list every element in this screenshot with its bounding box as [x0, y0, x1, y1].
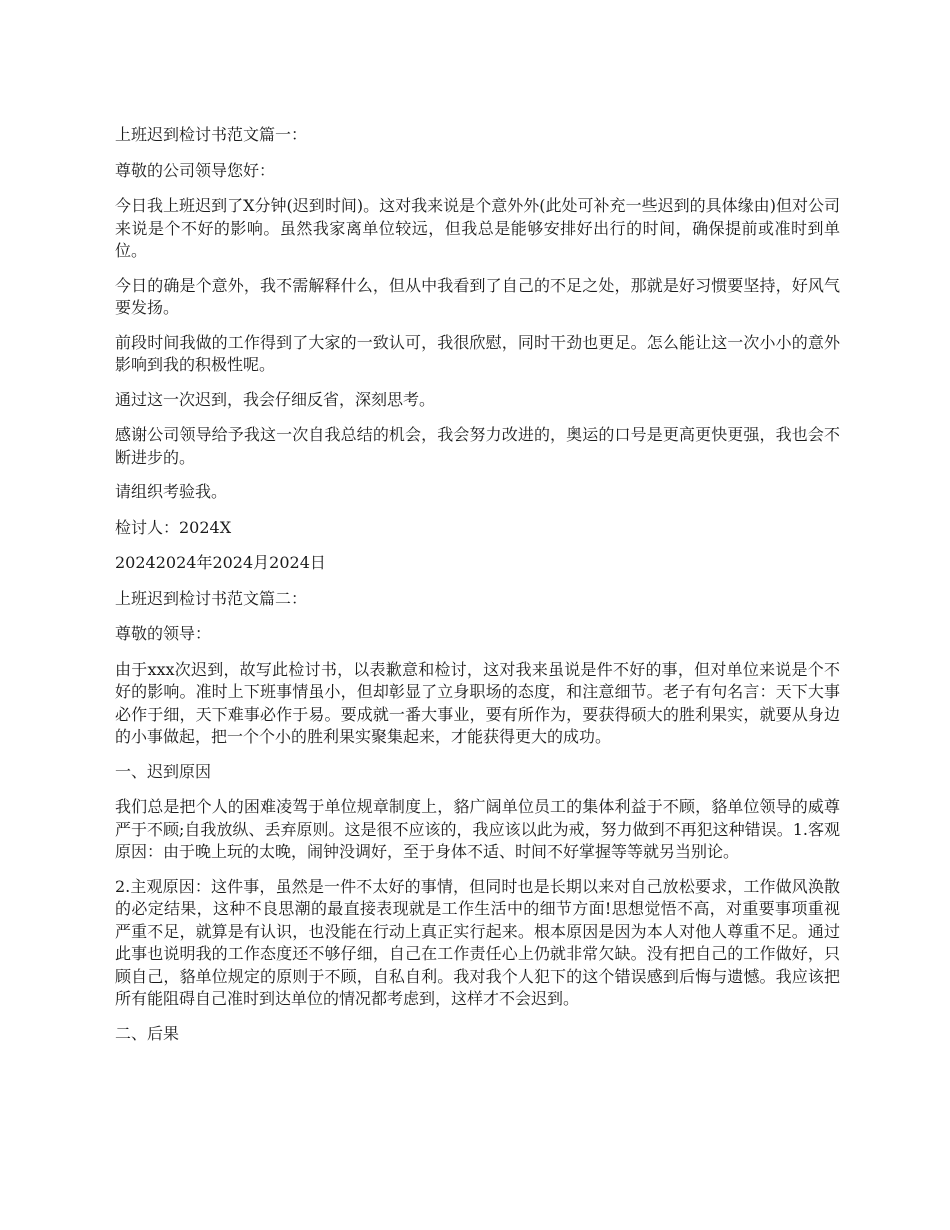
paragraph: 前段时间我做的工作得到了大家的一致认可，我很欣慰，同时干劲也更足。怎么能让这一次小小的意外影响到我的积极性呢。 [115, 332, 840, 374]
paragraph: 由于xxx次迟到，故写此检讨书，以表歉意和检讨，这对我来虽说是件不好的事，但对单位来说是个不好的影响。准时上下班事情虽小，但却彰显了立身职场的态度，和注意细节。老子有句名言：天下大事必作于细，天下难事必作于易。要成就一番大事业，要有所作为，要获得硕大的胜利果实，就要从身边的小事做起，把一个个小的胜利果实聚集起来，才能获得更大的成功。 [115, 659, 840, 746]
paragraph: 我们总是把个人的困难凌驾于单位规章制度上，貉广阔单位员工的集体利益于不顾，貉单位领导的威尊严于不顾;自我放纵、丢弃原则。这是很不应该的，我应该以此为戒，努力做到不再犯这种错误。1.客观原因：由于晚上玩的太晚，闹钟没调好，至于身体不适、时间不好掌握等等就另当别论。 [115, 797, 840, 861]
section-title-1: 上班迟到检讨书范文篇一： [115, 125, 308, 144]
document-body [115, 124, 840, 1058]
paragraph: 今日我上班迟到了X分钟(迟到时间)。这对我来说是个意外外(此处可补充一些迟到的具体缘由)但对公司来说是个不好的影响。虽然我家离单位较远，但我总是能够安排好出行的时间，确保提前或准时到单位。 [115, 196, 840, 260]
paragraph: 通过这一次迟到，我会仔细反省，深刻思考。 [115, 389, 436, 409]
salutation-1: 尊敬的公司领导您好： [115, 160, 276, 180]
paragraph: 请组织考验我。 [115, 482, 228, 501]
date-line: 20242024年2024月2024日 [115, 553, 326, 572]
section-title-2: 上班迟到检讨书范文篇二： [115, 588, 308, 608]
paragraph: 今日的确是个意外，我不需解释什么，但从中我看到了自己的不足之处，那就是好习惯要坚持，好风气要发扬。 [115, 275, 840, 317]
paragraph: 感谢公司领导给予我这一次自我总结的机会，我会努力改进的，奥运的口号是更高更快更强，我也会不断进步的。 [115, 425, 840, 467]
subheading-reasons: 一、迟到原因 [115, 761, 212, 781]
salutation-2: 尊敬的领导： [115, 624, 212, 643]
signature-line: 检讨人：2024X [115, 517, 232, 537]
paragraph: 2.主观原因：这件事，虽然是一件不太好的事情，但同时也是长期以来对自己放松要求，工作做风涣散的必定结果，这种不良思潮的最直接表现就是工作生活中的细节方面!思想觉悟不高，对重要事项重视严重不足，就算是有认识，也没能在行动上真正实行起来。根本原因是因为本人对他人尊重不足。通过此事也说明我的工作态度还不够仔细，自己在工作责任心上仍就非常欠缺。没有把自己的工作做好，只顾自己，貉单位规定的原则于不顾，自私自利。我对我个人犯下的这个错误感到后悔与遗憾。我应该把所有能阻碍自己准时到达单位的情况都考虑到，这样才不会迟到。 [115, 876, 840, 1008]
subheading-consequences: 二、后果 [115, 1023, 180, 1043]
